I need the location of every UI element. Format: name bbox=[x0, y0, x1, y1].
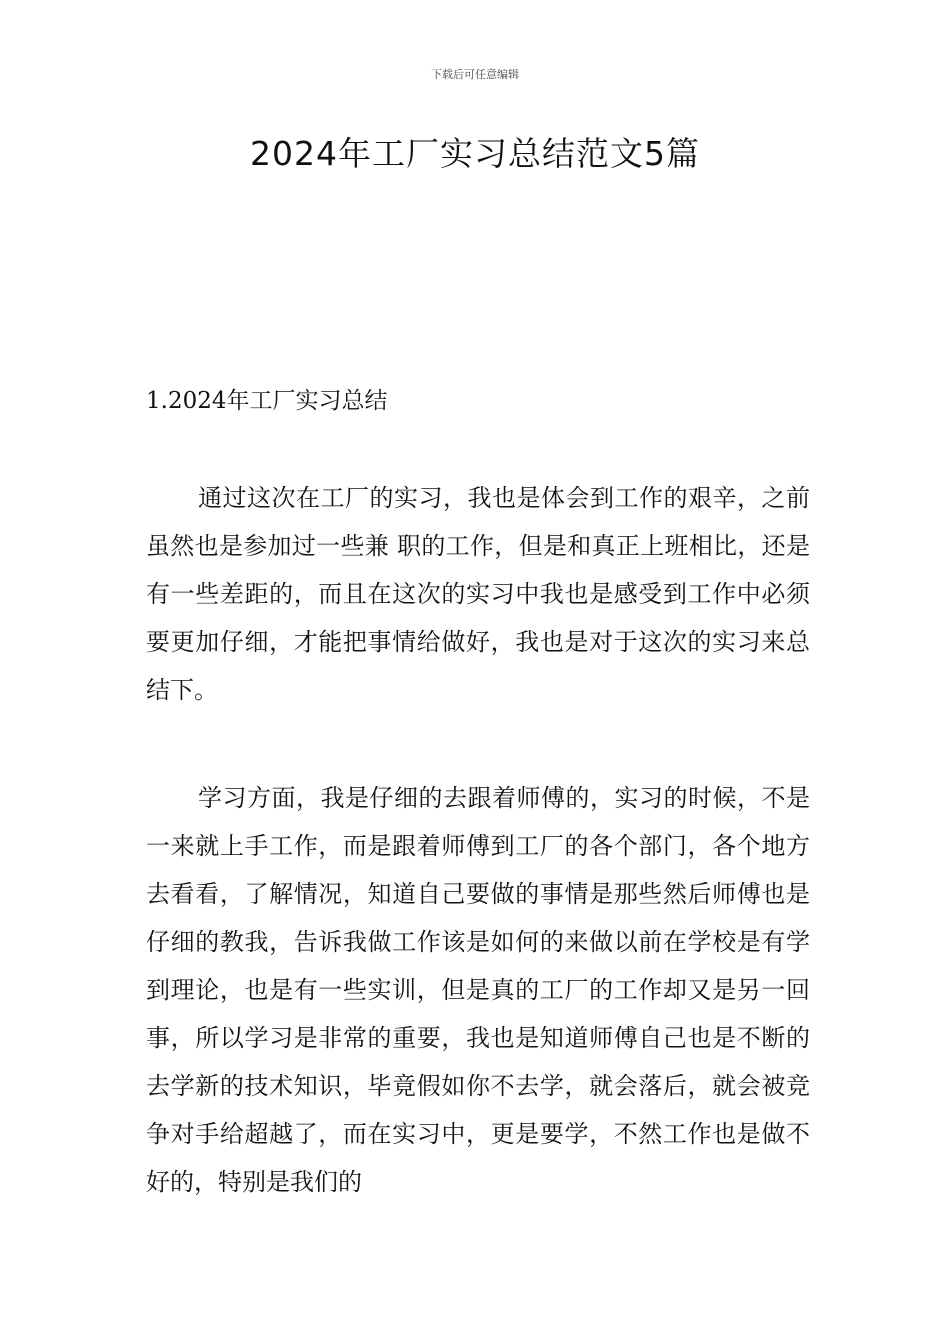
header-note: 下载后可任意编辑 bbox=[431, 68, 519, 81]
body-paragraph-2: 学习方面，我是仔细的去跟着师傅的，实习的时候，不是一来就上手工作，而是跟着师傅到工厂的各个部门，各个地方去看看，了解情况，知道自己要做的事情是那些然后师傅也是仔细的教我，告诉我做工作该是如何的来做以前在学校是有学到理论，也是有一些实训，但是真的工厂的工作却又是另一回事，所以学习是非常的重要，我也是知道师傅自己也是不断的去学新的技术知识，毕竟假如你不去学，就会落后，就会被竞争对手给超越了，而在实习中，更是要学，不然工作也是做不好的，特别是我们的 bbox=[146, 784, 810, 1196]
document-title: 2024年工厂实习总结范文5篇 bbox=[250, 134, 700, 173]
body-paragraph-1: 通过这次在工厂的实习，我也是体会到工作的艰辛，之前虽然也是参加过一些兼 职的工作，但是和真正上班相比，还是有一些差距的，而且在这次的实习中我也是感受到工作中必须要更加仔细，才能把事情给做好，我也是对于这次的实习来总结下。 bbox=[146, 484, 810, 704]
section-heading: 1.2024年工厂实习总结 bbox=[146, 388, 388, 414]
